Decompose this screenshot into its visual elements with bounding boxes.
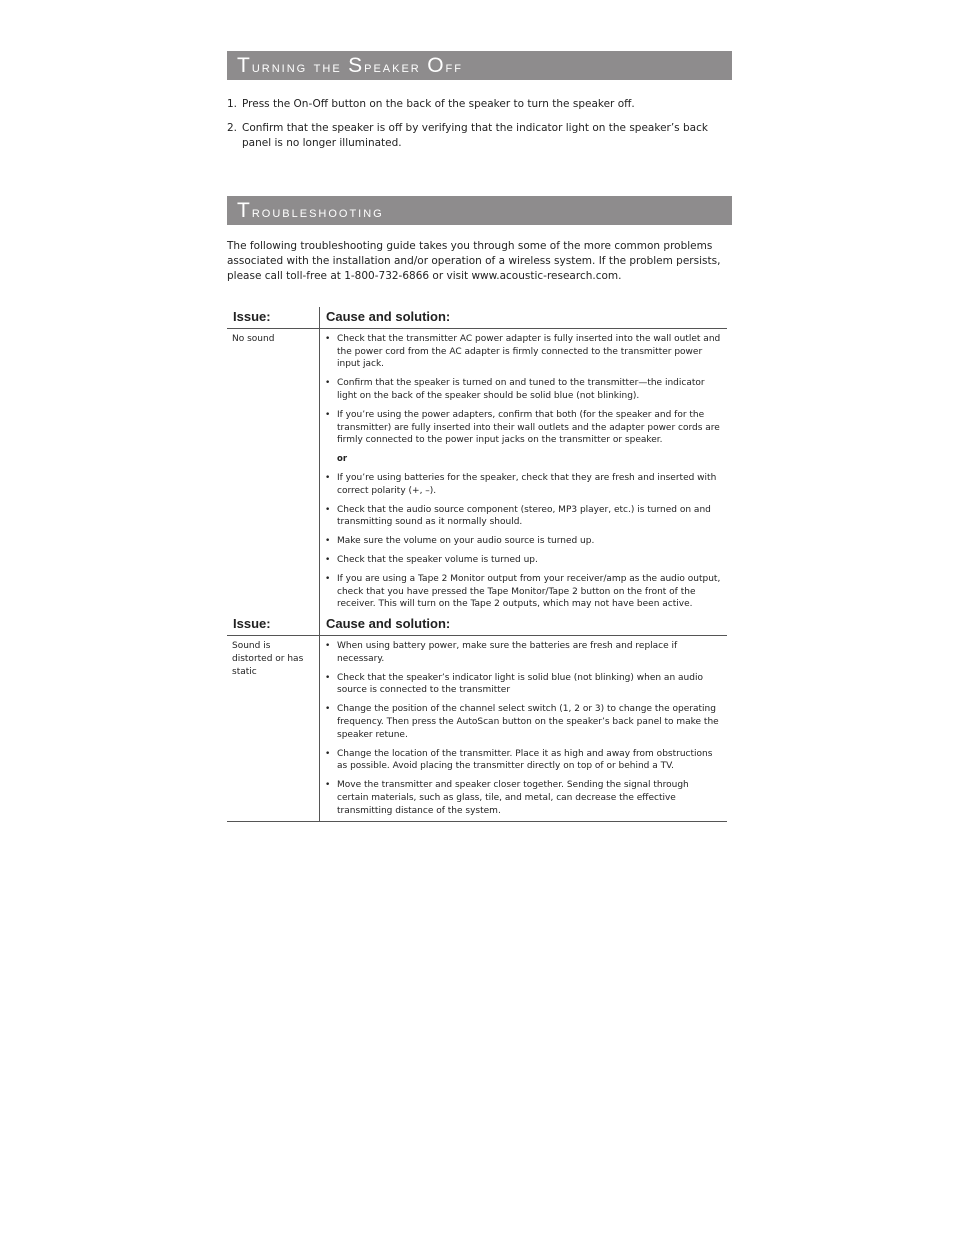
table-row (227, 328, 727, 614)
cause-header: Cause and solution: (320, 307, 728, 328)
issue-header: Issue: (227, 307, 320, 328)
step-item: 1. Press the On-Off button on the back of the speaker to turn the speaker off. (227, 98, 635, 110)
list-item: • Change the position of the channel select switch (1, 2 or 3) to change the operating frequency. Then press the AutoScan button on the speaker’s back panel to make the speaker retune. (325, 704, 719, 740)
step-item: 2. Confirm that the speaker is off by verifying that the indicator light on the speaker’s back panel is no longer illuminated. (227, 122, 708, 149)
troubleshooting-intro: The following troubleshooting guide takes you through some of the more common problems associated with the installation and/or operation of a wireless system. If the problem persists, please call toll-free at 1-800-732-6866 or visit www.acoustic-research.com. (227, 240, 721, 282)
cause-cell (320, 635, 728, 821)
list-item: • Make sure the volume on your audio source is turned up. (325, 536, 595, 547)
list-item: • Check that the speaker volume is turned up. (325, 554, 538, 565)
list-item: • Check that the speaker’s indicator light is solid blue (not blinking) when an audio source is connected to the transmitter (325, 672, 703, 696)
list-item: • If you are using a Tape 2 Monitor output from your receiver/amp as the audio output, check that you have pressed the Tape Monitor/Tape 2 button on the front of the receiver. This will turn on the Tape 2 outputs, which may not have been active. (325, 573, 721, 610)
issue-cell: No sound (232, 333, 275, 344)
list-item: • Check that the transmitter AC power adapter is fully inserted into the wall outlet and the power cord from the AC adapter is firmly connected to the transmitter power input jack. (325, 333, 721, 370)
turn-off-steps (227, 97, 732, 160)
list-item: • If you’re using batteries for the speaker, check that they are fresh and inserted with correct polarity (+, –). (325, 472, 717, 496)
list-item: • Move the transmitter and speaker closer together. Sending the signal through certain materials, such as glass, tile, and metal, can decrease the effective transmitting distance of the system. (325, 780, 689, 816)
list-item: • When using battery power, make sure the batteries are fresh and replace if necessary. (325, 640, 678, 664)
list-item: • If you’re using the power adapters, confirm that both (for the speaker and for the transmitter) are fully inserted into their wall outlets and the adapter power cords are firmly connected to the power input jacks on the transmitter or speaker. (325, 409, 720, 446)
section-heading-turning-off: Turning the Speaker Off (227, 51, 732, 80)
table-row (227, 635, 727, 821)
list-item: • Change the location of the transmitter. Place it as high and away from obstructions as possible. Avoid placing the transmitter directly on top of or behind a TV. (325, 748, 713, 772)
issue-cell: Sound is distorted or has static (227, 635, 320, 821)
or-separator: or (337, 454, 348, 465)
troubleshooting-table (227, 307, 727, 822)
cause-cell (320, 328, 728, 614)
list-item: • Confirm that the speaker is turned on and tuned to the transmitter—the indicator light on the back of the speaker should be solid blue (not blinking). (325, 378, 705, 401)
table-header-row (227, 614, 727, 635)
cause-header: Cause and solution: (320, 614, 728, 635)
list-item: • Check that the audio source component (stereo, MP3 player, etc.) is turned on and transmitting sound as it normally should. (325, 504, 711, 528)
issue-header: Issue: (227, 614, 320, 635)
section-heading-troubleshooting: Troubleshooting (227, 196, 732, 225)
table-header-row (227, 307, 727, 328)
